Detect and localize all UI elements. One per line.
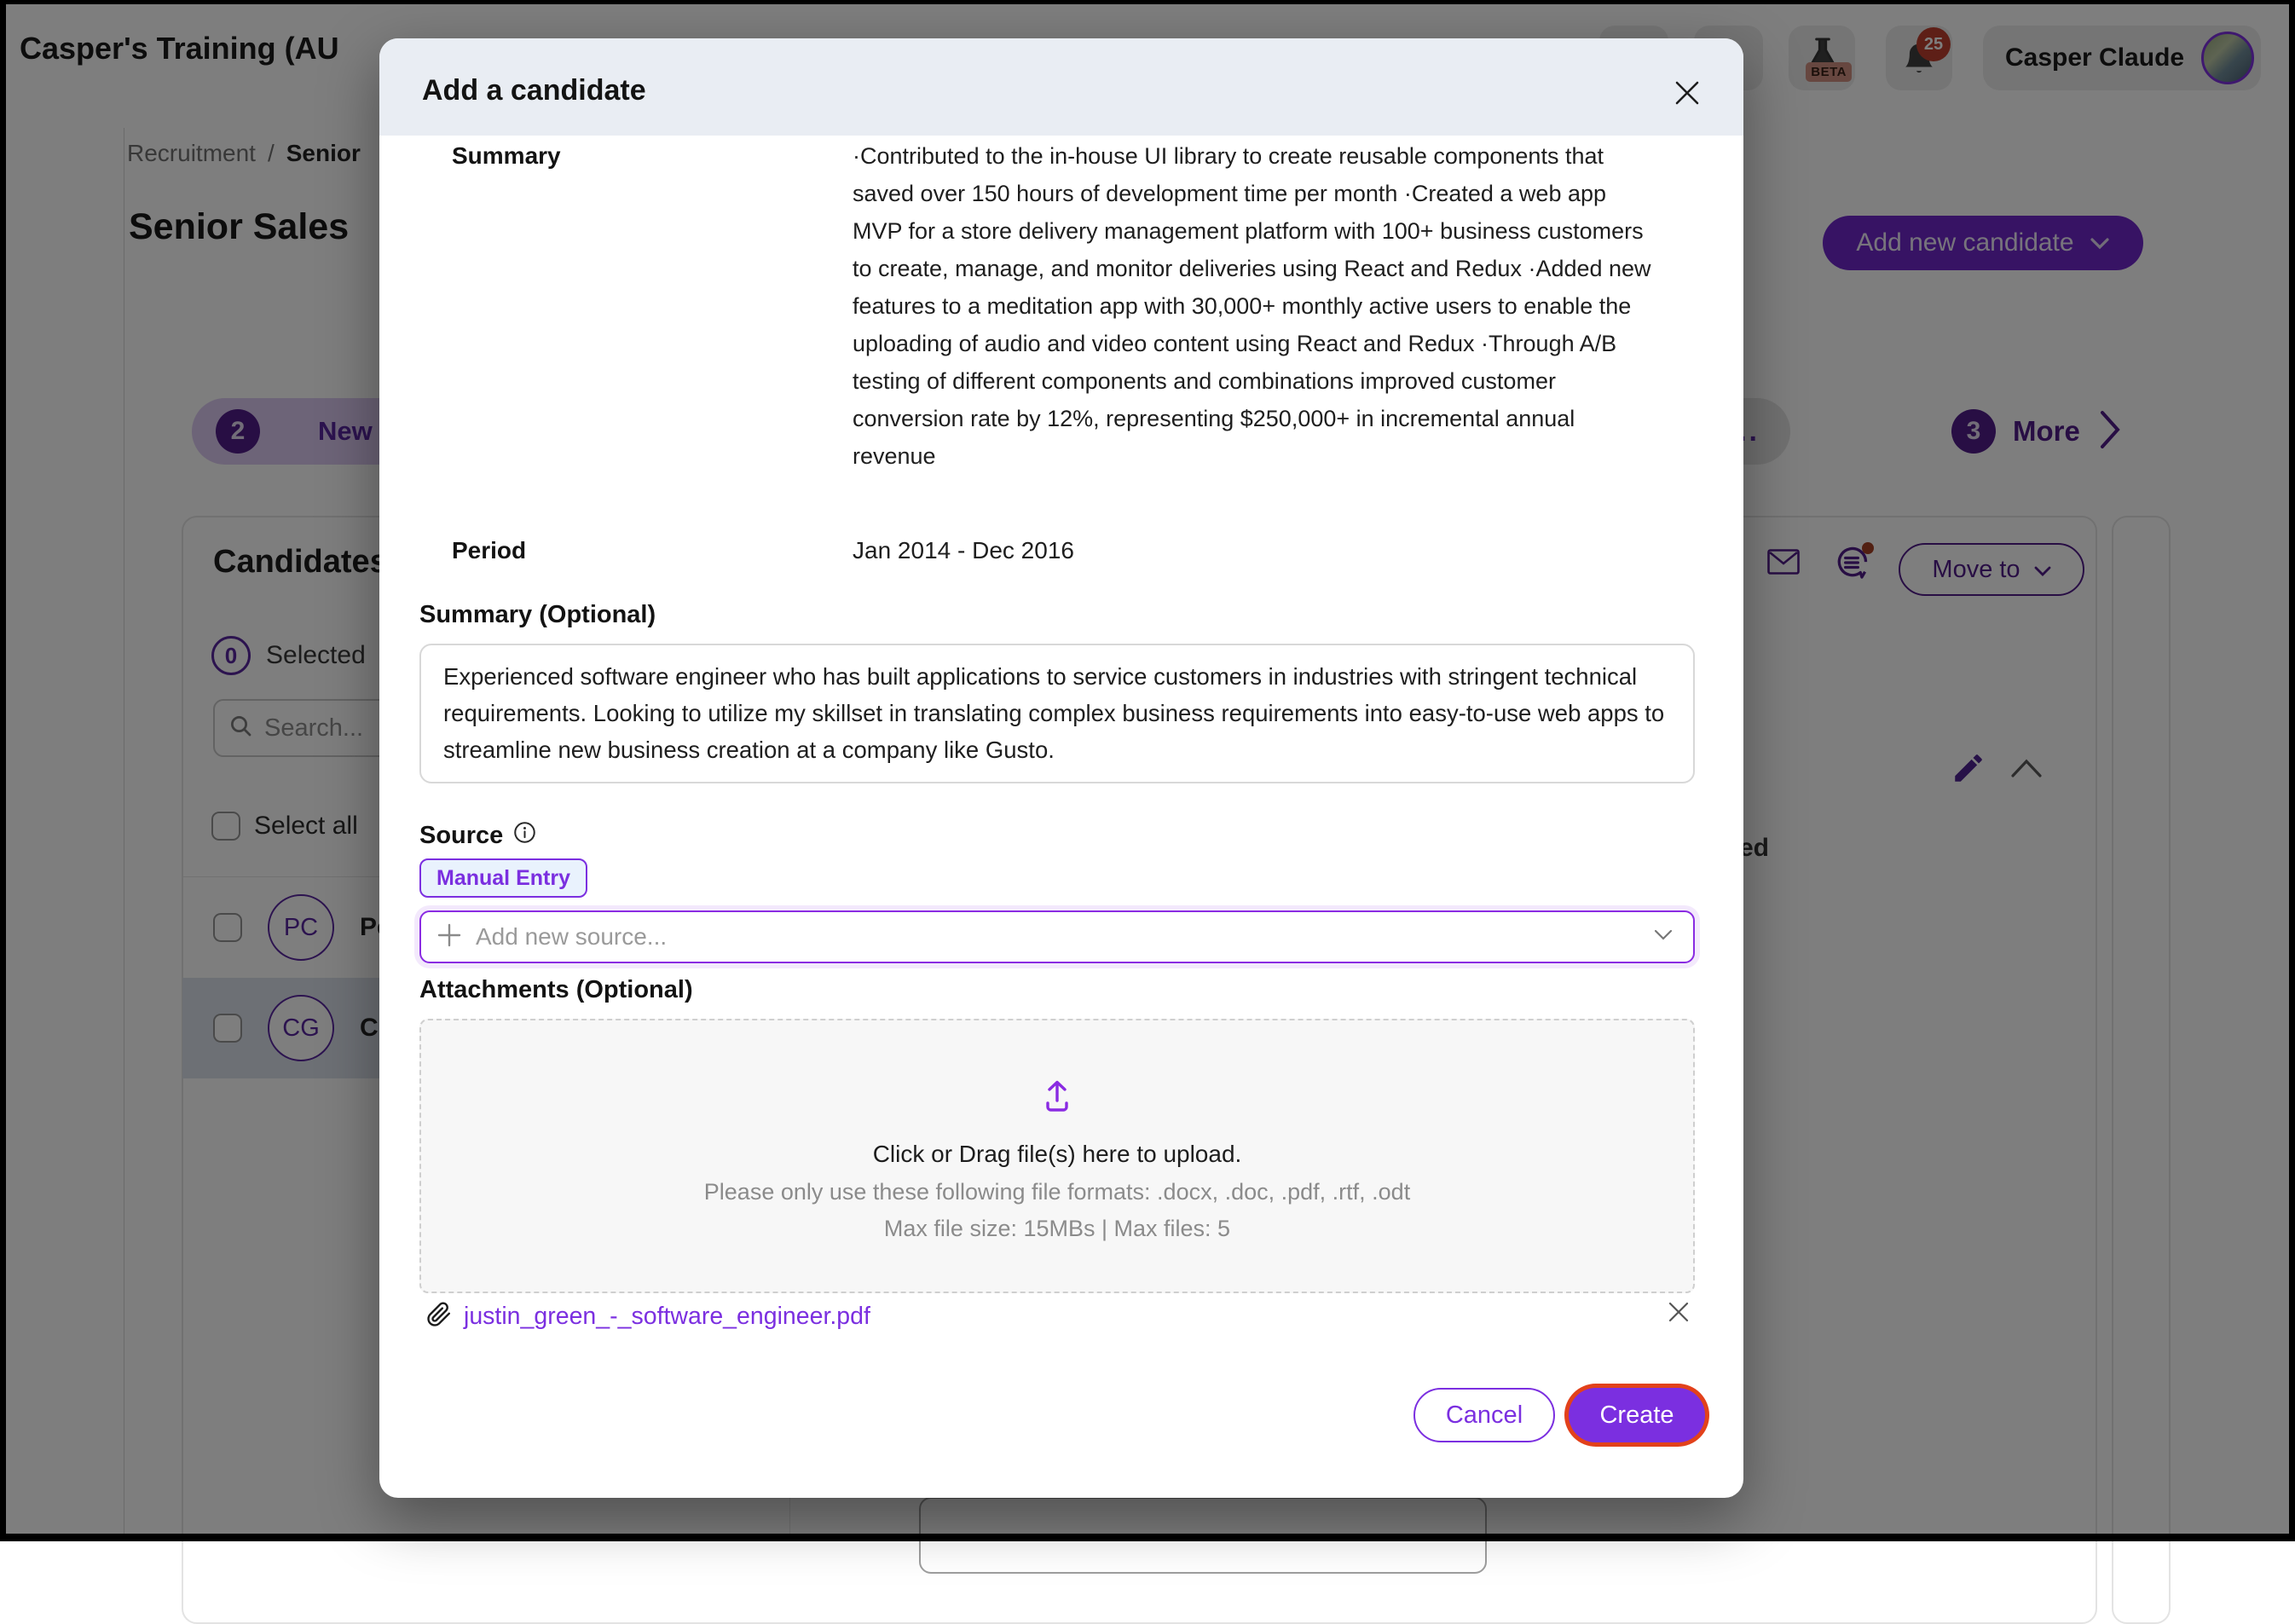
- attachment-file-link[interactable]: justin_green_-_software_engineer.pdf: [464, 1303, 870, 1331]
- summary-optional-textarea[interactable]: [419, 644, 1695, 783]
- upload-limits: Max file size: 15MBs | Max files: 5: [884, 1216, 1230, 1242]
- summary-label: Summary: [452, 142, 561, 170]
- modal-header: [379, 38, 1743, 136]
- attachment-row: [426, 1302, 870, 1332]
- upload-icon: [1037, 1075, 1078, 1120]
- file-dropzone[interactable]: [419, 1019, 1695, 1293]
- close-icon[interactable]: [1667, 72, 1708, 113]
- summary-value: ·Contributed to the in-house UI library to create reusable components that saved over 150 hours of development time per month ·Created a web app MVP for a store delivery management platform with 100+ business customers to create, manage, and monitor deliveries using React and Redux ·Added new features to a meditation app with 30,000+ monthly active users to enable the uploading of audio and video content using React and Redux ·Through A/B testing of different components and combinations improved customer conversion rate by 12%, representing $250,000+ in incremental annual revenue: [853, 137, 1661, 475]
- add-candidate-modal: [379, 38, 1743, 1498]
- period-label: Period: [452, 537, 526, 564]
- paperclip-icon: [426, 1302, 452, 1332]
- upload-formats: Please only use these following file formats: .docx, .doc, .pdf, .rtf, .odt: [704, 1179, 1410, 1205]
- summary-optional-value: Experienced software engineer who has built applications to service customers in industries with stringent technical requirements. Looking to utilize my skillset in translating complex business requirements into easy-to-use web apps to streamline new business creation at a company like Gusto.: [443, 663, 1664, 763]
- remove-attachment-icon[interactable]: [1663, 1297, 1694, 1327]
- period-value: Jan 2014 - Dec 2016: [853, 537, 1074, 564]
- add-source-placeholder: Add new source...: [476, 923, 1640, 951]
- attachments-label: Attachments (Optional): [419, 976, 693, 1004]
- upload-title: Click or Drag file(s) here to upload.: [873, 1141, 1242, 1168]
- source-tag-manual-entry[interactable]: [419, 858, 587, 898]
- create-button[interactable]: [1569, 1388, 1705, 1442]
- cancel-button[interactable]: [1413, 1388, 1555, 1442]
- add-source-input[interactable]: [419, 910, 1695, 963]
- modal-title: Add a candidate: [422, 74, 646, 107]
- chevron-down-icon[interactable]: [1654, 929, 1673, 945]
- info-icon[interactable]: [513, 821, 536, 851]
- summary-optional-label: Summary (Optional): [419, 601, 656, 629]
- plus-icon: [436, 922, 462, 952]
- cancel-label: Cancel: [1446, 1401, 1523, 1430]
- source-section-heading: [419, 821, 536, 851]
- source-label: Source: [419, 822, 503, 850]
- create-label: Create: [1599, 1401, 1674, 1430]
- source-tag-label: Manual Entry: [436, 866, 570, 891]
